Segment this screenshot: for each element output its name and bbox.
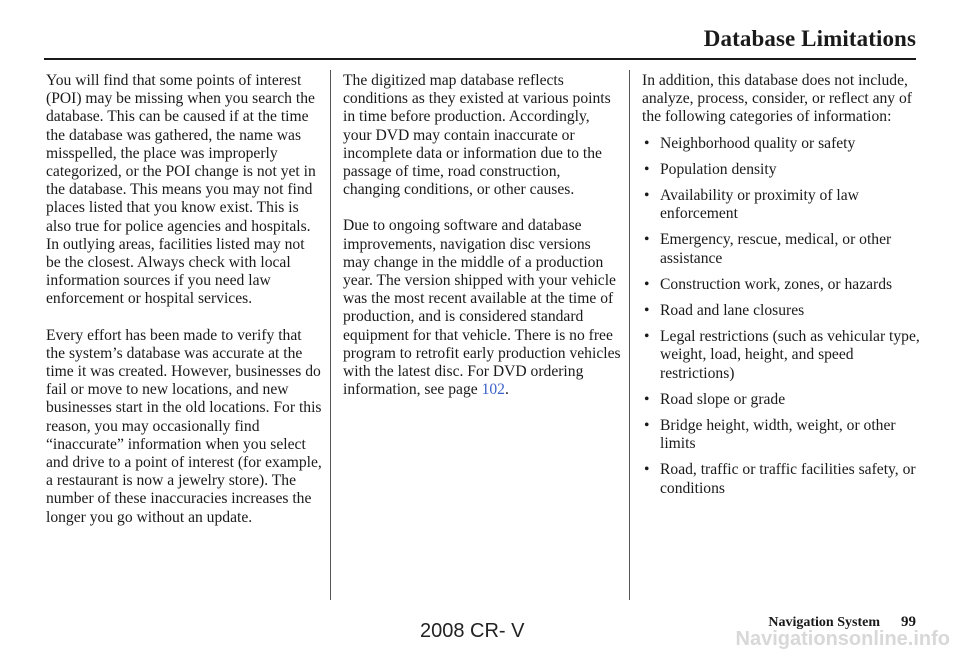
bullet-icon: • xyxy=(644,275,650,293)
bullet-icon: • xyxy=(644,187,650,205)
list-item-text: Road slope or grade xyxy=(660,390,786,408)
paragraph xyxy=(343,217,621,399)
limitations-list xyxy=(642,135,922,498)
bullet-icon: • xyxy=(644,461,650,479)
bullet-icon: • xyxy=(644,328,650,346)
list-item-text: Emergency, rescue, medical, or other assistance xyxy=(660,231,892,267)
column-left xyxy=(46,72,322,545)
page-title: Database Limitations xyxy=(703,26,916,51)
list-item xyxy=(642,187,922,223)
bullet-icon: • xyxy=(644,134,650,152)
header-rule xyxy=(44,58,916,60)
list-item-text: Construction work, zones, or hazards xyxy=(660,275,893,293)
list-item-text: Legal restrictions (such as vehicular type, weight, load, height, and speed restrictions) xyxy=(660,328,920,382)
list-item-text: Population density xyxy=(660,160,777,178)
list-item-text: Road and lane closures xyxy=(660,302,805,320)
footer-section-label: Navigation System xyxy=(768,615,880,630)
paragraph: You will find that some points of interest (POI) may be missing when you search the database. This can be caused if at the time the database was gathered, the name was misspelled, the place was improperly categorized, or the POI change is not yet in the database. This means you may not find places listed that you know exist. This is also true for police agencies and hospitals. In outlying areas, facilities listed may not be the closest. Always check with local information sources if you need law enforcement or hospital services. xyxy=(46,72,316,308)
list-item-text: Availability or proximity of law enforcement xyxy=(660,187,859,223)
paragraph: The digitized map database reflects conditions as they existed at various points in time before production. Accordingly, your DVD may contain inaccurate or incomplete data or information due to the passage of time, road construction, changing conditions, or other causes. xyxy=(343,72,611,199)
intro-paragraph: In addition, this database does not include, analyze, process, consider, or reflect any of the following categories of information: xyxy=(642,72,912,126)
column-middle xyxy=(343,72,621,417)
list-item-text: Road, traffic or traffic facilities safety, or conditions xyxy=(660,461,916,497)
list-item xyxy=(642,276,922,294)
list-item xyxy=(642,161,922,179)
list-item xyxy=(642,302,922,320)
period: . xyxy=(504,381,509,399)
list-item xyxy=(642,417,922,453)
paragraph-text: Due to ongoing software and database improvements, navigation disc versions may change in the middle of a production year. The version shipped with your vehicle was the most recent available at the time of production, and is considered standard equipment for that vehicle. There is no free program to retrofit early production vehicles with the latest disc. For DVD ordering information, see page xyxy=(343,217,621,399)
list-item xyxy=(642,328,922,383)
site-watermark: Navigationsonline.info xyxy=(735,628,950,650)
bullet-icon: • xyxy=(644,302,650,320)
list-item xyxy=(642,391,922,409)
page-102-link[interactable]: 102 xyxy=(481,381,505,399)
list-item xyxy=(642,231,922,267)
model-watermark: 2008 CR- V xyxy=(420,620,525,642)
column-right xyxy=(642,72,922,506)
column-divider xyxy=(629,70,630,600)
bullet-icon: • xyxy=(644,417,650,435)
column-divider xyxy=(330,70,331,600)
list-item xyxy=(642,461,922,497)
bullet-icon: • xyxy=(644,160,650,178)
bullet-icon: • xyxy=(644,390,650,408)
bullet-icon: • xyxy=(644,231,650,249)
paragraph: Every effort has been made to verify that the system’s database was accurate at the time it was created. However, businesses do fail or move to new locations, and new businesses start in the old locations. For this reason, you may occasionally find “inaccurate” information when you select and drive to a point of interest (for example, a restaurant is now a jewelry store). The number of these inaccuracies increases the longer you go without an update. xyxy=(46,326,322,526)
list-item-text: Bridge height, width, weight, or other limits xyxy=(660,417,896,453)
list-item-text: Neighborhood quality or safety xyxy=(660,134,856,152)
list-item xyxy=(642,135,922,153)
page-number: 99 xyxy=(901,614,916,630)
